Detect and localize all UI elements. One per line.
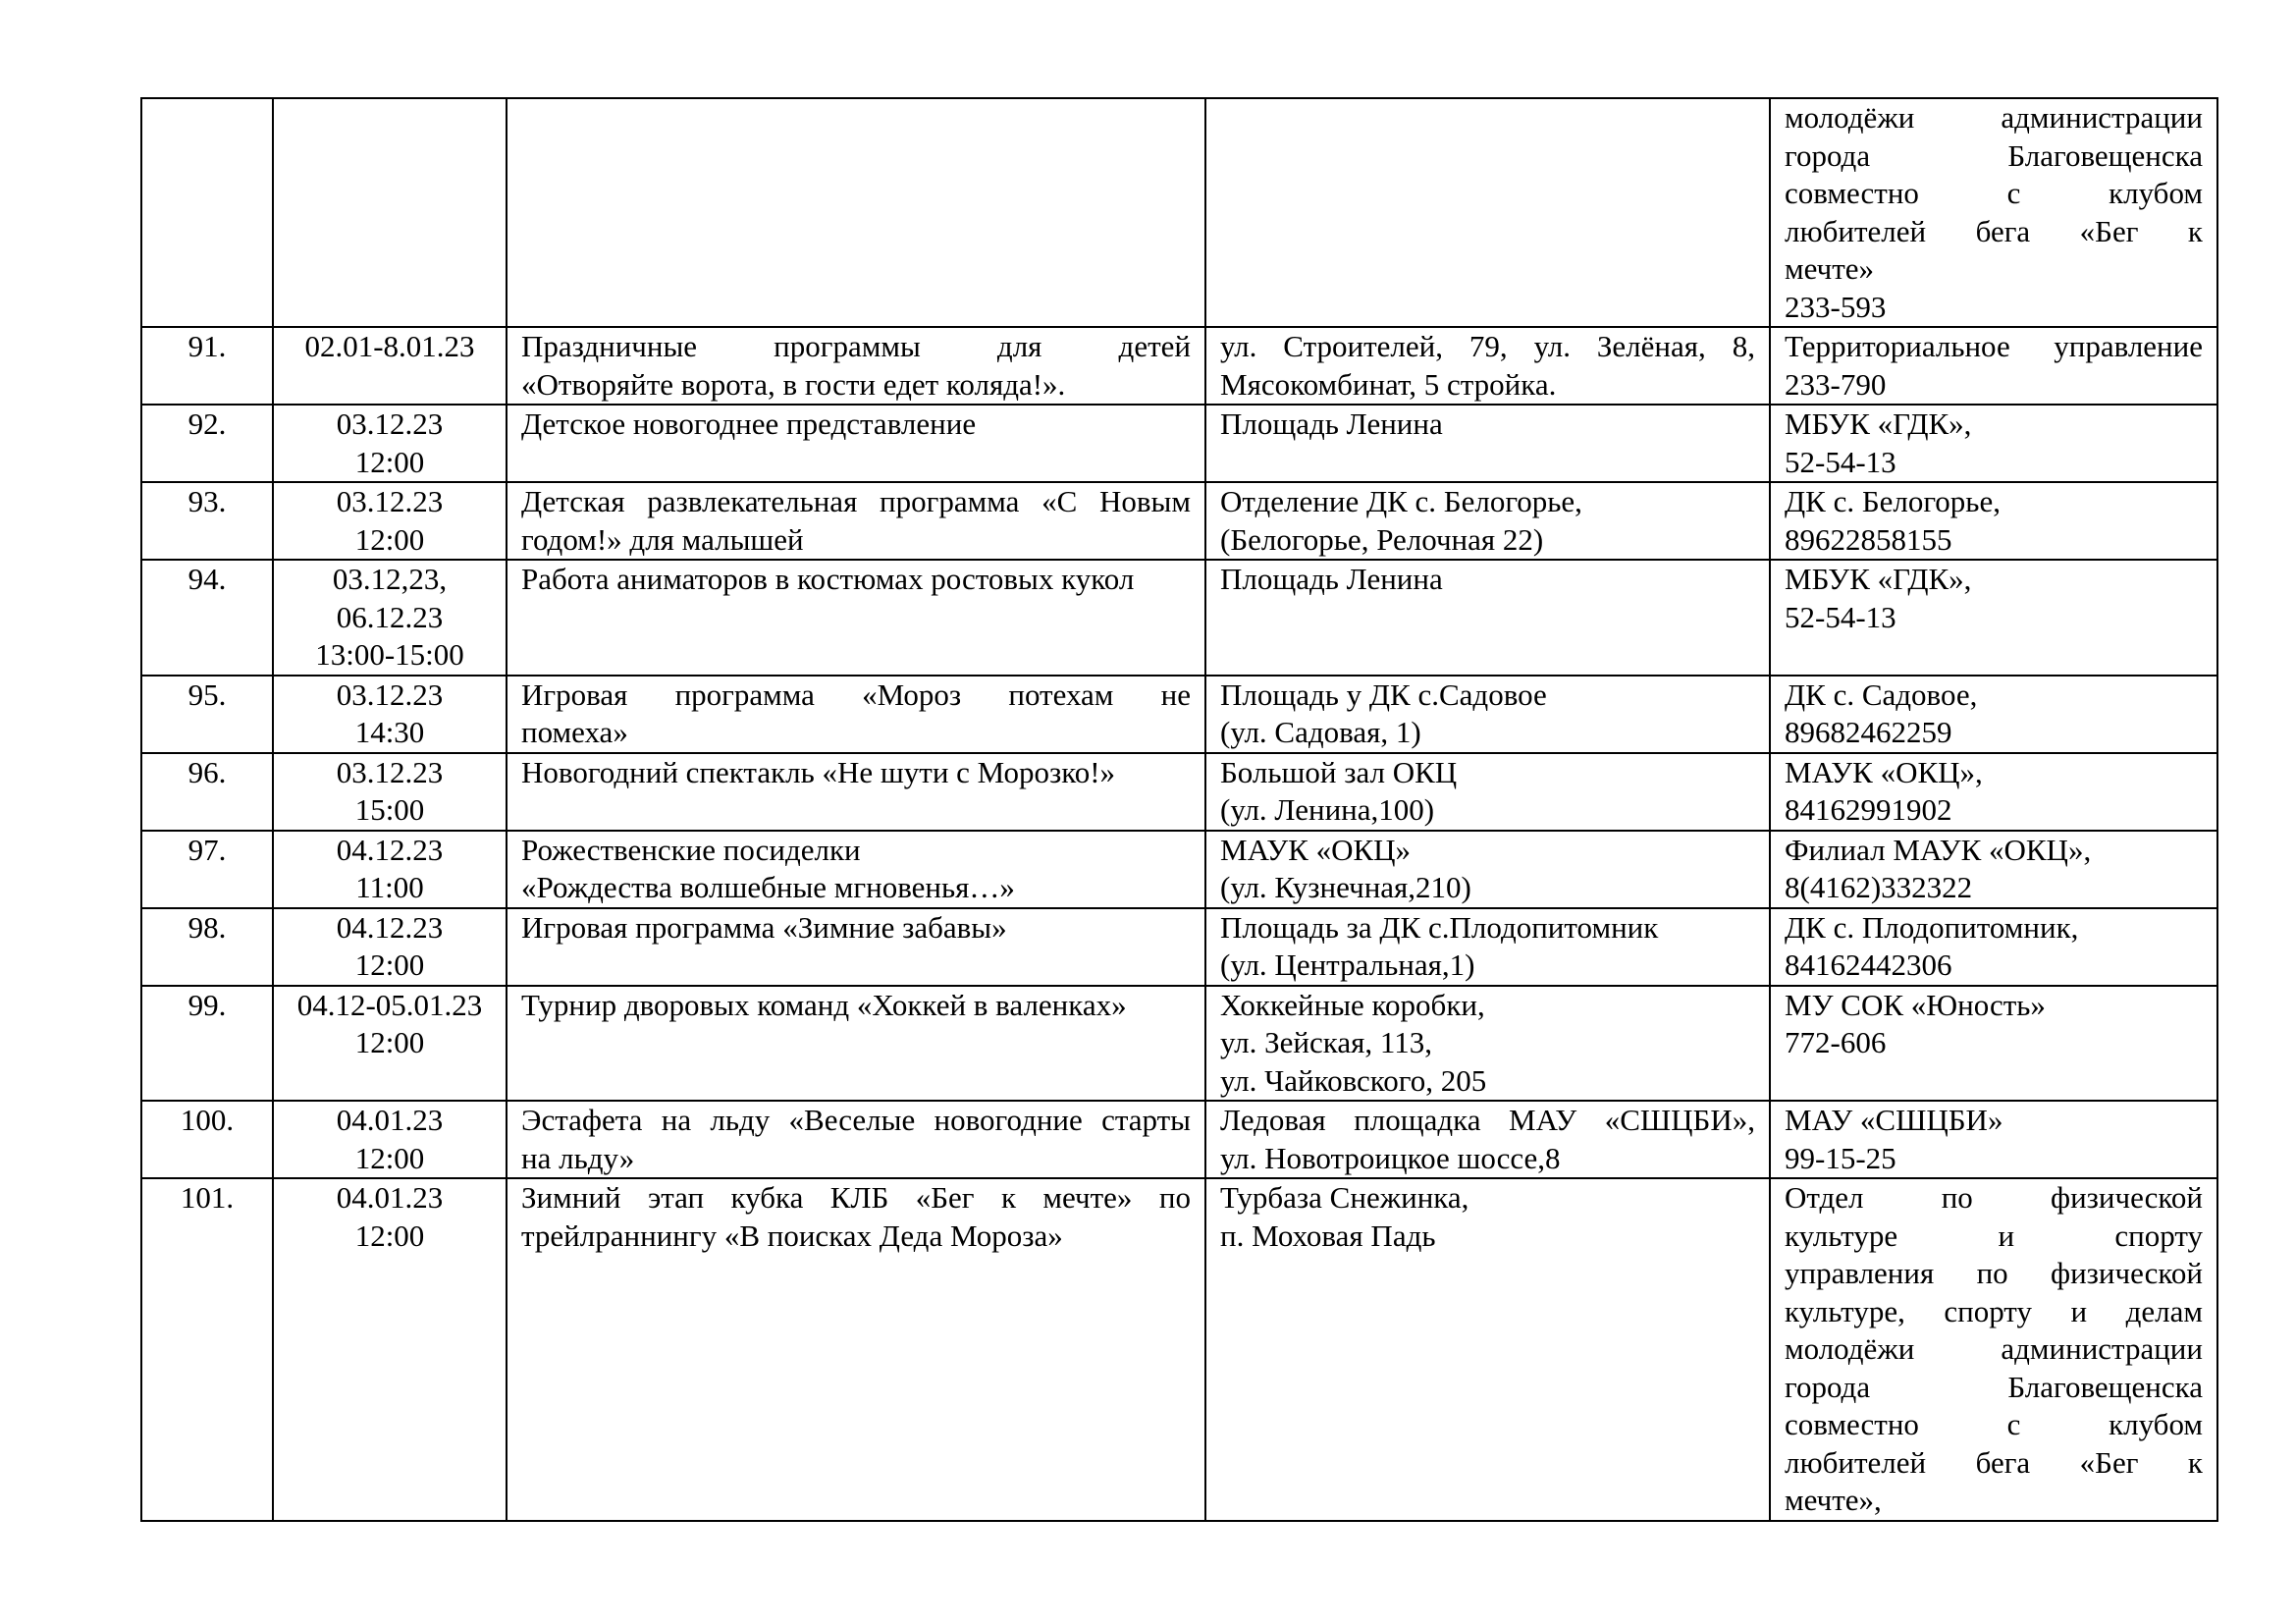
text-line: [1785, 137, 2203, 176]
table-row: [141, 908, 2217, 986]
word: молодёжи: [1785, 1331, 1915, 1366]
event-cell: [507, 676, 1205, 753]
text-line: Турнир дворовых команд «Хоккей в валенках»: [521, 987, 1127, 1022]
event-cell: [507, 1101, 1205, 1178]
date-line: 12:00: [354, 521, 425, 557]
table-row: [141, 1101, 2217, 1178]
date-cell: [273, 753, 507, 831]
word: с: [2006, 1407, 2021, 1441]
row-number: 91.: [187, 329, 227, 363]
place-cell: [1205, 1101, 1770, 1178]
row-number-cell: [141, 908, 273, 986]
text-line: годом!» для малышей: [521, 521, 804, 557]
text-line: ДК с. Садовое,: [1785, 677, 1978, 712]
event-cell: [507, 560, 1205, 676]
text-line: [521, 328, 1191, 366]
date-cell: [273, 831, 507, 908]
text-line: 233-790: [1785, 366, 1887, 402]
organizer-cell: [1770, 405, 2217, 482]
date-cell: [273, 676, 507, 753]
text-line: МБУК «ГДК»,: [1785, 562, 1972, 596]
text-line: трейлраннингу «В поисках Деда Мороза»: [521, 1218, 1063, 1253]
word: и: [2070, 1293, 2088, 1328]
table-row: [141, 676, 2217, 753]
text-line: 52-54-13: [1785, 444, 1896, 479]
row-number-cell: [141, 1101, 273, 1178]
word: «Бег: [2079, 1444, 2139, 1480]
word: новогодние: [934, 1103, 1083, 1137]
word: ул.: [1533, 329, 1571, 363]
date-line: 03.12.23: [336, 677, 444, 712]
text-line: (ул. Ленина,100): [1220, 792, 1435, 827]
word: развлекательная: [647, 484, 858, 518]
word: к: [2187, 1444, 2203, 1480]
row-number-cell: [141, 405, 273, 482]
word: молодёжи: [1785, 100, 1915, 135]
place-cell: [1205, 831, 1770, 908]
text-line: ул. Новотроицкое шоссе,8: [1220, 1140, 1561, 1175]
text-line: «Рождества волшебные мгновенья…»: [521, 870, 1015, 904]
date-line: 03.12,23,: [332, 562, 448, 596]
organizer-cell: [1770, 560, 2217, 676]
organizer-cell: [1770, 908, 2217, 986]
row-number: 94.: [187, 562, 227, 596]
date-line: 12:00: [354, 444, 425, 479]
word: Зелёная,: [1596, 329, 1706, 363]
date-line: 12:00: [354, 1140, 425, 1175]
date-cell: [273, 482, 507, 560]
word: на: [661, 1103, 692, 1137]
word: бега: [1975, 1444, 2031, 1480]
word: культуре: [1785, 1218, 1898, 1253]
word: старты: [1101, 1103, 1191, 1137]
word: клубом: [2109, 176, 2203, 210]
row-number-cell: [141, 560, 273, 676]
word: Детская: [521, 484, 625, 518]
word: Зимний: [521, 1180, 621, 1215]
word: физической: [2051, 1256, 2203, 1290]
text-line: МБУК «ГДК»,: [1785, 406, 1972, 441]
word: «Мороз: [862, 677, 962, 712]
date-line: 04.12.23: [336, 832, 444, 867]
word: этап: [647, 1180, 705, 1215]
table-row: [141, 753, 2217, 831]
text-line: [1785, 1255, 2203, 1293]
table-row: [141, 98, 2217, 327]
place-cell: [1205, 908, 1770, 986]
word: Территориальное: [1785, 329, 2010, 363]
row-number-cell: [141, 98, 273, 327]
date-line: 13:00-15:00: [315, 637, 464, 672]
word: МАУ: [1509, 1103, 1577, 1137]
word: программы: [774, 329, 921, 363]
row-number-cell: [141, 1178, 273, 1521]
organizer-cell: [1770, 327, 2217, 405]
text-line: 84162991902: [1785, 792, 1952, 827]
word: города: [1785, 1369, 1871, 1404]
text-line: МУ СОК «Юность»: [1785, 987, 2046, 1022]
text-line: [1785, 1218, 2203, 1256]
organizer-cell: [1770, 1101, 2217, 1178]
event-cell: [507, 986, 1205, 1102]
word: потехам: [1008, 677, 1114, 712]
text-line: 233-593: [1785, 289, 1887, 324]
table-row: [141, 1178, 2217, 1521]
table-row: [141, 986, 2217, 1102]
row-number: 101.: [180, 1180, 235, 1215]
text-line: [1220, 328, 1755, 366]
word: любителей: [1785, 1444, 1927, 1480]
date-cell: [273, 908, 507, 986]
text-line: ДК с. Плодопитомник,: [1785, 909, 2079, 945]
word: по: [1976, 1256, 2008, 1290]
word: клубом: [2109, 1407, 2203, 1441]
organizer-cell: [1770, 1178, 2217, 1521]
text-line: (ул. Центральная,1): [1220, 947, 1475, 982]
word: ул.: [1220, 329, 1257, 363]
date-line: 04.12-05.01.23: [296, 987, 483, 1022]
text-line: [1785, 1293, 2203, 1331]
text-line: [1785, 175, 2203, 213]
text-line: Площадь Ленина: [1220, 562, 1443, 596]
word: «С: [1041, 484, 1078, 518]
place-cell: [1205, 98, 1770, 327]
text-line: МАУ «СШЦБИ»: [1785, 1103, 2003, 1137]
text-line: Турбаза Снежинка,: [1220, 1180, 1469, 1215]
row-number: 97.: [187, 832, 227, 867]
text-line: ул. Зейская, 113,: [1220, 1025, 1432, 1059]
word: по: [1941, 1180, 1973, 1215]
text-line: мечте»,: [1785, 1483, 1882, 1517]
word: Строителей,: [1283, 329, 1443, 363]
word: Ледовая: [1220, 1103, 1326, 1137]
text-line: Мясокомбинат, 5 стройка.: [1220, 366, 1557, 402]
word: физической: [2051, 1180, 2203, 1215]
organizer-cell: [1770, 753, 2217, 831]
event-cell: [507, 1178, 1205, 1521]
date-cell: [273, 1178, 507, 1521]
text-line: помеха»: [521, 715, 628, 749]
organizer-cell: [1770, 986, 2217, 1102]
text-line: [1785, 328, 2203, 366]
text-line: [1785, 1369, 2203, 1407]
date-line: 15:00: [354, 792, 425, 827]
date-line: 12:00: [354, 1218, 425, 1253]
place-cell: [1205, 986, 1770, 1102]
event-cell: [507, 831, 1205, 908]
row-number-cell: [141, 753, 273, 831]
word: по: [1158, 1180, 1191, 1215]
text-line: [1785, 1179, 2203, 1218]
organizer-cell: [1770, 831, 2217, 908]
row-number-cell: [141, 986, 273, 1102]
word: спорту: [1944, 1293, 2032, 1328]
text-line: 89682462259: [1785, 715, 1952, 749]
place-cell: [1205, 327, 1770, 405]
word: к: [1000, 1180, 1016, 1215]
text-line: Площадь у ДК с.Садовое: [1220, 677, 1547, 712]
word: 79,: [1468, 329, 1508, 363]
text-line: (ул. Кузнечная,210): [1220, 870, 1471, 904]
text-line: 99-15-25: [1785, 1140, 1896, 1175]
organizer-cell: [1770, 482, 2217, 560]
word: для: [996, 329, 1042, 363]
word: Благовещенска: [2007, 1369, 2203, 1404]
text-line: (Белогорье, Релочная 22): [1220, 521, 1544, 557]
text-line: мечте»: [1785, 251, 1875, 286]
word: управления: [1785, 1256, 1935, 1290]
text-line: [521, 483, 1191, 521]
table-row: [141, 482, 2217, 560]
date-line: 14:30: [354, 715, 425, 749]
text-line: 52-54-13: [1785, 599, 1896, 634]
text-line: п. Моховая Падь: [1220, 1218, 1436, 1253]
place-cell: [1205, 560, 1770, 676]
word: Новым: [1099, 484, 1191, 518]
text-line: Площадь за ДК с.Плодопитомник: [1220, 909, 1659, 945]
text-line: 84162442306: [1785, 947, 1952, 982]
date-line: 04.12.23: [336, 909, 444, 945]
word: любителей: [1785, 213, 1927, 248]
word: «Бег: [2079, 213, 2139, 248]
word: совместно: [1785, 1407, 1919, 1441]
date-line: 04.01.23: [336, 1103, 444, 1137]
text-line: Новогодний спектакль «Не шути с Морозко!»: [521, 754, 1116, 789]
word: с: [2006, 176, 2021, 210]
event-cell: [507, 98, 1205, 327]
date-cell: [273, 327, 507, 405]
word: Праздничные: [521, 329, 698, 363]
text-line: [1785, 1406, 2203, 1444]
word: 8,: [1732, 329, 1755, 363]
text-line: ул. Чайковского, 205: [1220, 1062, 1487, 1098]
table-row: [141, 327, 2217, 405]
word: программа: [880, 484, 1020, 518]
text-line: [1785, 99, 2203, 137]
word: детей: [1118, 329, 1191, 363]
text-line: «Отворяйте ворота, в гости едет коляда!».: [521, 366, 1066, 402]
date-cell: [273, 560, 507, 676]
word: Эстафета: [521, 1103, 643, 1137]
word: «СШЦБИ»,: [1604, 1103, 1755, 1137]
row-number: 95.: [187, 677, 227, 712]
word: Отдел: [1785, 1180, 1864, 1215]
word: Игровая: [521, 677, 628, 712]
text-line: 89622858155: [1785, 521, 1952, 557]
table-row: [141, 831, 2217, 908]
word: администрации: [2001, 1331, 2203, 1366]
text-line: 8(4162)332322: [1785, 870, 1973, 904]
event-cell: [507, 482, 1205, 560]
event-cell: [507, 908, 1205, 986]
word: «Бег: [915, 1180, 975, 1215]
text-line: на льду»: [521, 1140, 635, 1175]
word: города: [1785, 137, 1871, 173]
text-line: [521, 677, 1191, 715]
text-line: [1785, 213, 2203, 251]
text-line: [1785, 1330, 2203, 1369]
word: кубка: [730, 1180, 804, 1215]
text-line: Работа аниматоров в костюмах ростовых кукол: [521, 562, 1135, 596]
event-cell: [507, 327, 1205, 405]
text-line: Филиал МАУК «ОКЦ»,: [1785, 832, 2092, 867]
date-line: 12:00: [354, 947, 425, 982]
word: делам: [2125, 1293, 2203, 1328]
text-line: (ул. Садовая, 1): [1220, 715, 1421, 749]
text-line: Большой зал ОКЦ: [1220, 754, 1458, 789]
text-line: Детское новогоднее представление: [521, 406, 977, 441]
date-cell: [273, 98, 507, 327]
word: администрации: [2001, 100, 2203, 135]
date-line: 12:00: [354, 1025, 425, 1059]
row-number: 100.: [180, 1103, 235, 1137]
place-cell: [1205, 482, 1770, 560]
word: площадка: [1354, 1103, 1481, 1137]
date-line: 03.12.23: [336, 754, 444, 789]
text-line: [1220, 1102, 1755, 1140]
date-cell: [273, 986, 507, 1102]
date-line: 04.01.23: [336, 1180, 444, 1215]
date-line: 03.12.23: [336, 484, 444, 518]
date-cell: [273, 1101, 507, 1178]
event-cell: [507, 753, 1205, 831]
word: бега: [1975, 213, 2031, 248]
date-cell: [273, 405, 507, 482]
row-number-cell: [141, 327, 273, 405]
text-line: [521, 1102, 1191, 1140]
row-number: 96.: [187, 754, 227, 789]
organizer-cell: [1770, 676, 2217, 753]
word: КЛБ: [829, 1180, 889, 1215]
word: «Веселые: [788, 1103, 916, 1137]
text-line: Площадь Ленина: [1220, 406, 1443, 441]
text-line: 772-606: [1785, 1025, 1887, 1059]
row-number: 99.: [187, 987, 227, 1022]
word: мечте»: [1042, 1180, 1133, 1215]
date-line: 02.01-8.01.23: [304, 329, 475, 363]
table-row: [141, 405, 2217, 482]
text-line: МАУК «ОКЦ»: [1220, 832, 1412, 867]
word: не: [1160, 677, 1191, 712]
text-line: Рожественские посиделки: [521, 832, 861, 867]
place-cell: [1205, 1178, 1770, 1521]
row-number-cell: [141, 676, 273, 753]
row-number-cell: [141, 831, 273, 908]
row-number-cell: [141, 482, 273, 560]
text-line: Отделение ДК с. Белогорье,: [1220, 484, 1582, 518]
place-cell: [1205, 676, 1770, 753]
organizer-cell: [1770, 98, 2217, 327]
date-line: 03.12.23: [336, 406, 444, 441]
place-cell: [1205, 753, 1770, 831]
text-line: Игровая программа «Зимние забавы»: [521, 909, 1007, 945]
word: льду: [710, 1103, 771, 1137]
table-row: [141, 560, 2217, 676]
word: управление: [2054, 329, 2203, 363]
word: спорту: [2114, 1218, 2203, 1253]
text-line: ДК с. Белогорье,: [1785, 484, 2001, 518]
date-line: 06.12.23: [336, 599, 444, 634]
word: к: [2187, 213, 2203, 248]
row-number: 93.: [187, 484, 227, 518]
text-line: Хоккейные коробки,: [1220, 987, 1485, 1022]
word: Благовещенска: [2007, 137, 2203, 173]
word: и: [1998, 1218, 2015, 1253]
events-table: [140, 97, 2218, 1522]
word: культуре,: [1785, 1293, 1905, 1328]
row-number: 92.: [187, 406, 227, 441]
date-line: 11:00: [355, 870, 424, 904]
row-number: 98.: [187, 909, 227, 945]
word: программа: [674, 677, 815, 712]
text-line: МАУК «ОКЦ»,: [1785, 754, 1983, 789]
place-cell: [1205, 405, 1770, 482]
event-cell: [507, 405, 1205, 482]
text-line: [521, 1179, 1191, 1218]
text-line: [1785, 1444, 2203, 1483]
word: совместно: [1785, 176, 1919, 210]
